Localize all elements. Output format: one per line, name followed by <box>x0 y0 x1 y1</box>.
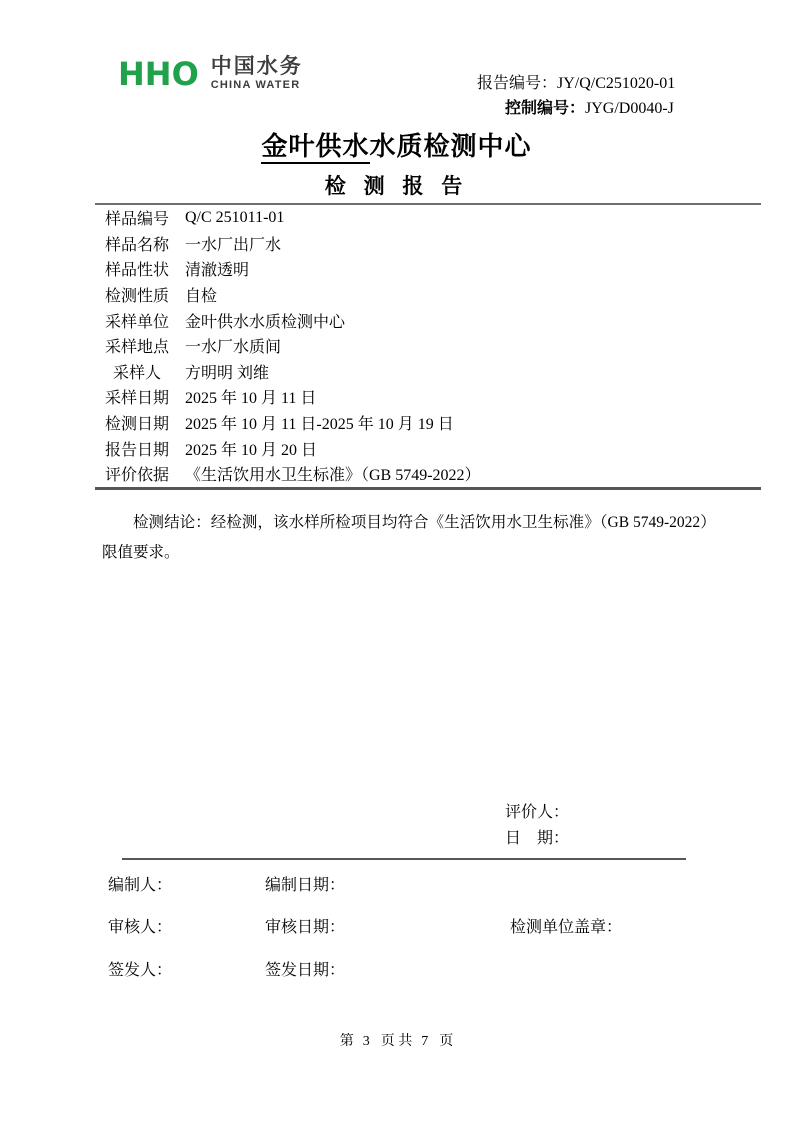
info-row-report-date <box>95 435 761 461</box>
footer-current-page: 3 <box>362 1034 370 1049</box>
info-label: 样品名称 <box>105 236 170 254</box>
sample-info-table <box>95 203 761 490</box>
info-row-sampling-site <box>95 333 761 359</box>
info-label: 采样单位 <box>105 313 170 331</box>
report-number-value: JY/Q/C251020-01 <box>557 75 676 92</box>
report-number-line <box>477 70 675 93</box>
info-value: 2025 年 10 月 11 日-2025 年 10 月 19 日 <box>185 416 454 434</box>
info-label: 采样人 <box>112 364 161 382</box>
center-title-rest: 水质检测中心 <box>369 131 532 161</box>
control-number-line <box>505 95 674 118</box>
footer-total-pages: 7 <box>421 1034 429 1049</box>
info-value: Q/C 251011-01 <box>185 208 285 226</box>
info-value: 一水厂出厂水 <box>185 236 282 254</box>
prepare-date-label: 编制日期： <box>265 877 346 894</box>
control-number-label: 控制编号： <box>505 100 586 117</box>
info-label: 检测日期 <box>105 416 170 434</box>
info-label: 检测性质 <box>105 288 170 306</box>
info-label: 采样地点 <box>105 339 170 357</box>
info-row-sampler <box>95 359 761 385</box>
info-value: 清澈透明 <box>185 262 250 280</box>
footer-mid: 页 共 <box>380 1034 413 1049</box>
report-subtitle: 检 测 报 告 <box>324 175 469 198</box>
info-row-sample-name <box>95 231 761 257</box>
info-row-test-nature <box>95 282 761 308</box>
logo-hho-icon: HHO <box>118 54 199 93</box>
footer-prefix: 第 <box>339 1034 354 1049</box>
info-label: 样品编号 <box>105 211 170 229</box>
footer-suffix: 页 <box>439 1034 454 1049</box>
info-value: 《生活饮用水卫生标准》（GB 5749-2022） <box>185 467 481 485</box>
info-label: 采样日期 <box>105 390 170 408</box>
conclusion-text: 检测结论：经检测，该水样所检项目均符合《生活饮用水卫生标准》（GB 5749-2022）限值要求。 <box>102 514 708 561</box>
reviewer-label: 审核人： <box>108 919 173 936</box>
logo-name-en: CHINA WATER <box>210 79 301 92</box>
evaluation-date-label: 日 期： <box>505 830 570 847</box>
issue-date-label: 签发日期： <box>265 962 346 979</box>
evaluator-label: 评价人： <box>505 804 570 821</box>
preparer-label: 编制人： <box>108 877 173 894</box>
report-number-label: 报告编号： <box>477 75 558 92</box>
center-title <box>0 126 793 163</box>
info-row-sampling-unit <box>95 307 761 333</box>
seal-label: 检测单位盖章： <box>510 919 623 936</box>
issuer-label: 签发人： <box>108 962 173 979</box>
info-row-sample-character <box>95 256 761 282</box>
control-number-value: JYG/D0040-J <box>585 100 674 117</box>
info-row-sample-no <box>95 205 761 231</box>
info-value: 一水厂水质间 <box>185 339 282 357</box>
info-value: 金叶供水水质检测中心 <box>185 313 346 331</box>
info-label: 报告日期 <box>105 441 170 459</box>
evaluation-block <box>505 800 569 852</box>
signature-divider <box>122 858 686 860</box>
info-label: 样品性状 <box>105 262 170 280</box>
logo-name-cn: 中国水务 <box>210 55 303 78</box>
info-value: 自检 <box>185 288 218 306</box>
review-date-label: 审核日期： <box>265 919 346 936</box>
info-row-evaluation-basis <box>95 461 761 487</box>
page-footer <box>0 1030 793 1050</box>
info-row-sampling-date <box>95 384 761 410</box>
center-title-underlined: 金叶供水 <box>261 131 369 164</box>
logo-wordmark <box>211 56 303 92</box>
info-value: 2025 年 10 月 20 日 <box>185 441 318 459</box>
info-value: 2025 年 10 月 11 日 <box>185 390 317 408</box>
info-label: 评价依据 <box>105 467 170 485</box>
info-row-test-date <box>95 410 761 436</box>
info-value: 方明明 刘维 <box>185 364 270 382</box>
company-logo <box>118 56 303 92</box>
